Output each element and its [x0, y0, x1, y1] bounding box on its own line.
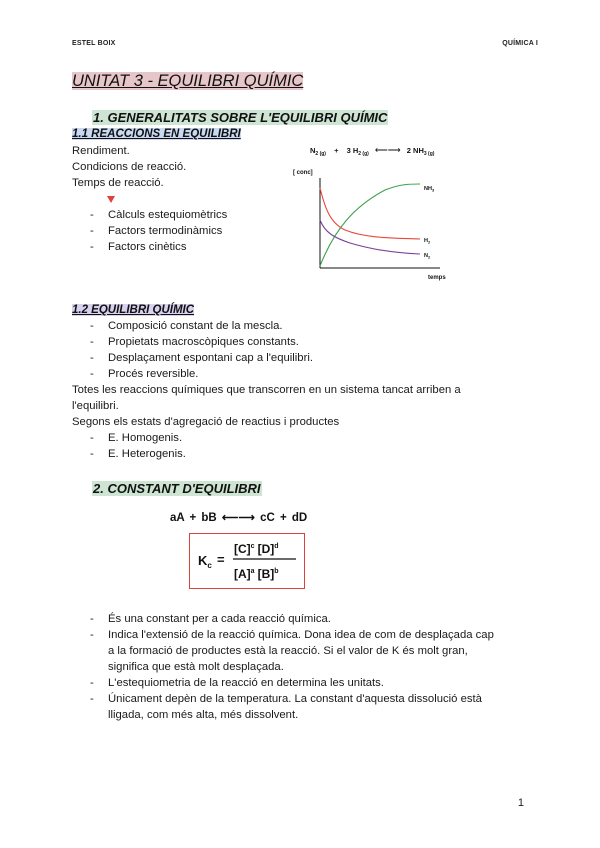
- sub1-line-3: Temps de reacció.: [72, 177, 164, 189]
- sub2-heading: 1.2 EQUILIBRI QUÍMIC: [72, 304, 195, 316]
- h2-label: $H_2$: [424, 238, 431, 245]
- n2-label: $N_2$: [424, 253, 431, 260]
- equilibrium-constant-formula: [189, 533, 305, 589]
- down-triangle-icon: [107, 196, 115, 203]
- reaction-nh3: 2 NH: [406, 146, 424, 155]
- section1-heading: 1. GENERALITATS SOBRE L'EQUILIBRI QUÍMIC: [93, 110, 388, 125]
- header-subject: QUÍMICA I: [502, 40, 538, 47]
- svg-text:N2 (g) + 3 H2 (g): [310, 145, 435, 157]
- concentration-graph: [293, 138, 460, 291]
- sub2-paragraph-2: Segons els estats d'agregació de reactius i productes: [72, 416, 340, 428]
- reaction-nh3-sub: 3 (g): [423, 151, 435, 157]
- section2-heading: 2. CONSTANT D'EQUILIBRI: [93, 481, 261, 496]
- formula-k: $K_c$: [198, 553, 212, 570]
- nh3-label: $NH_3$: [424, 186, 435, 193]
- graph-ylabel: [ conc]: [293, 170, 313, 176]
- sub1-line-2: Condicions de reacció.: [72, 161, 187, 173]
- reaction-h2-sub: 2 (g): [358, 151, 369, 157]
- sub2-paragraph-line1: Totes les reaccions químiques que transcorren en un sistema tancat arriben a: [72, 384, 461, 396]
- formula-denominator: $[A]^a$ $[B]^b$: [234, 567, 279, 581]
- sub1-heading: 1.1 REACCIONS EN EQUILIBRI: [72, 128, 241, 140]
- nh3-curve: [320, 184, 420, 266]
- equilibrium-arrow-icon: ⟵⟶: [374, 145, 401, 155]
- formula-equals: =: [217, 552, 225, 567]
- sub1-line-1: Rendiment.: [72, 145, 130, 157]
- formula-numerator: $[C]^c$ $[D]^d$: [234, 542, 279, 556]
- sub2-paragraph-line2: l'equilibri.: [72, 400, 119, 412]
- header-author: ESTEL BOIX: [72, 40, 116, 47]
- graph-xlabel: temps: [428, 275, 446, 281]
- n2-curve: [320, 220, 420, 254]
- general-reaction: aA + bB ⟵⟶ cC + dD: [170, 512, 308, 524]
- reaction-n2: N: [310, 146, 316, 155]
- page-title: UNITAT 3 - EQUILIBRI QUÍMIC: [72, 72, 304, 90]
- page-number: 1: [517, 797, 524, 809]
- reaction-plus: +: [334, 146, 339, 155]
- h2-curve: [320, 188, 420, 239]
- reaction-n2-sub: 2 (g): [315, 151, 326, 157]
- reaction-h2: 3 H: [346, 146, 359, 155]
